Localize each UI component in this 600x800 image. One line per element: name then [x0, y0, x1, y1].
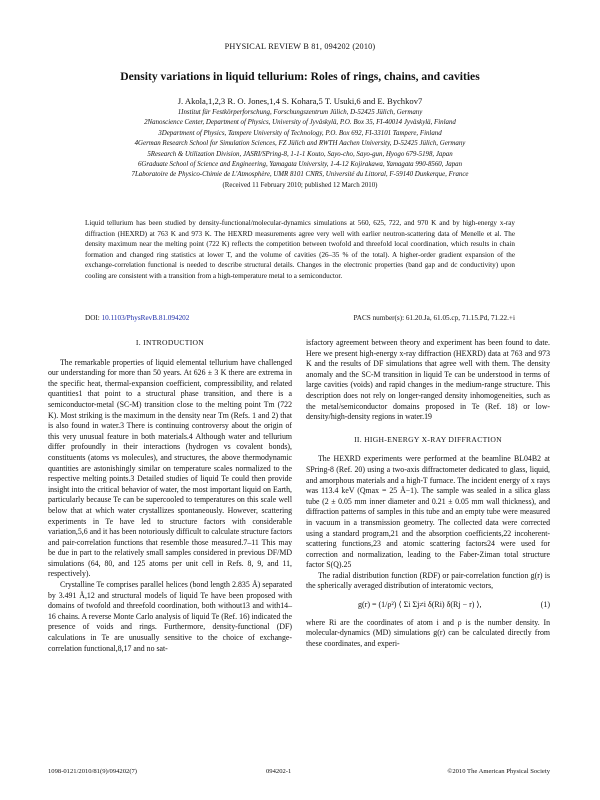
footer-copyright: ©2010 The American Physical Society: [447, 768, 550, 775]
section-heading-introduction: I. INTRODUCTION: [135, 338, 205, 347]
affiliation: 4German Research School for Simulation Sciences, FZ Jülich and RWTH Aachen University, D-52425 Jülich, Germany: [134, 140, 466, 148]
affiliation: 6Graduate School of Science and Engineering, Yamagata University, 1-4-12 Kojirakawa, Yamagata 990-8560, Japan: [137, 161, 463, 169]
affiliation: 5Research & Utilization Division, JASRI/SPring-8, 1-1-1 Kouto, Sayo-cho, Sayo-gun, Hyogo 679-5198, Japan: [147, 150, 453, 158]
received-dates: (Received 11 February 2010; published 12 March 2010): [222, 181, 378, 189]
affiliation: 7Laboratoire de Physico-Chimie de L'Atmosphère, UMR 8101 CNRS, Université du Littoral, F-59140 Dunkerque, France: [131, 171, 469, 179]
section-heading-hexrd: II. HIGH-ENERGY X-RAY DIFFRACTION: [354, 434, 502, 444]
doi-pacs-line: [85, 314, 515, 322]
abstract: Liquid tellurium has been studied by density-functional/molecular-dynamics simulations at 560, 625, 722, and 970 K and by high-energy x-ray diffraction (HEXRD) at 763 K and 973 K. The HEXRD measurements agree very well with earlier neutron-scattering data of Menelle et al. The density maximum near the melting point (722 K) reflects the competition between twofold and threefold local coordination, which results in chain formation and changed ring statistics at lower T, and the volume of cavities (26–35 % of the total). A higher-order gradient expansion of the exchange-correlation functional is needed to describe structural details. Changes in the electronic properties (band gap and dc conductivity) upon cooling are consistent with a transition from a high-temperature metal to a semiconductor.: [85, 219, 515, 280]
left-column: [48, 338, 292, 654]
footer-page-number: 094202-1: [266, 768, 292, 775]
paragraph: where Ri are the coordinates of atom i and ρ is the number density. In molecular-dynamics (MD) simulations g(r) can be calculated directly from these coordinates, and experi-: [306, 617, 550, 648]
paragraph: The remarkable properties of liquid elemental tellurium have challenged our understanding for more than 50 years. At 626 ± 3 K there are extrema in the specific heat, thermal-expansion coefficient, compressibility, and related quantities1 that point to a structural phase transition, and there is a semiconductor-metal (SC-M) transition close to the melting point Tm (722 K). Most striking is the maximum in the density near Tm (Refs. 1 and 2) that is also found in water.3 There is continuing controversy about the origin of this very unusual feature in both materials.4 Although water and tellurium differ profoundly in their interactions (hydrogen vs covalent bonds), constituents (atoms vs molecules), and structures, the above thermodynamic quantities are astonishingly similar on temperature scales normalized to the respective melting points.3 Detailed studies of liquid Te could then provide insight into the critical behavior of water, the most important liquid on Earth, particularly because Te can be supercooled to temperatures on this scale well below that at which water crystallizes spontaneously. However, scattering experiments in Te have led to structure factors with considerable variation,5,6 and it has been notoriously difficult to calculate structure factors and pair-correlation functions that resemble those measured.7–11 This may be due in part to the relatively small samples considered in previous DF/MD simulations (64, 80, and 125 atoms per unit cell in Refs. 8, 9, and 11, respectively).: [48, 357, 292, 579]
pacs-numbers: PACS number(s): 61.20.Ja, 61.05.cp, 71.15.Pd, 71.22.+i: [353, 314, 515, 322]
doi-label: DOI:: [85, 314, 100, 322]
doi-link[interactable]: 10.1103/PhysRevB.81.094202: [101, 314, 190, 322]
right-column: [306, 338, 550, 649]
paragraph: Crystalline Te comprises parallel helices (bond length 2.835 Å) separated by 3.491 Å,12 and structural models of liquid Te have been proposed with domains of twofold and threefold coordination, both without13 and with14–16 chains. A reverse Monte Carlo analysis of liquid Te (Ref. 16) indicated the presence of voids and rings. Furthermore, density-functional (DF) calculations in Te are unusually sensitive to the choice of exchange-correlation functional,8,17 and no sat-: [48, 580, 292, 653]
footer-issn: 1098-0121/2010/81(9)/094202(7): [48, 768, 138, 775]
equation-number: (1): [540, 600, 550, 610]
equation-body: g(r) = (1/ρ²) ⟨ Σi Σj≠i δ(Ri) δ(Rj − r) ⟩,: [358, 600, 482, 610]
affiliation: 3Department of Physics, Tampere University of Technology, P.O. Box 692, FI-33101 Tampere, Finland: [158, 129, 442, 137]
journal-header: PHYSICAL REVIEW B 81, 094202 (2010): [224, 42, 376, 51]
author-list: J. Akola,1,2,3 R. O. Jones,1,4 S. Kohara,5 T. Usuki,6 and E. Bychkov7: [177, 96, 423, 106]
doi: [85, 314, 189, 322]
equation-1: [306, 600, 550, 611]
paragraph: The HEXRD experiments were performed at the beamline BL04B2 at SPring-8 (Ref. 20) using a two-axis diffractometer dedicated to glass, liquid, and amorphous materials and a high-T furnace. The incident energy of x rays was 113.4 keV (Qmax = 25 Å−1). The sample was sealed in a silica glass tube (2 ± 0.05 mm inner diameter and 0.21 ± 0.05 mm wall thickness), and diffraction patterns of samples in this tube and an empty tube were measured in vacuum in a transmission geometry. The collected data were corrected using a standard program,21 and the absorption coefficients,22 incoherent-scattering functions,23 and atomic scattering factors24 were used for correction and normalization, leading to the Faber-Ziman total structure factor S(Q).25: [306, 454, 550, 570]
affiliations: [30, 108, 570, 191]
paragraph: isfactory agreement between theory and experiment has been found to date. Here we present high-energy x-ray diffraction (HEXRD) data at 763 and 973 K and the results of DF simulations that agree well with them. The density anomaly and the SC-M transition in liquid Te can be understood in terms of large cavities (voids) and rapid changes in the medium-range structure. This description does not rely on longer-ranged density inhomogeneities, such as the metal/semiconductor domains proposed in Te (Ref. 18) or low-density/high-density regions in water.19: [306, 338, 550, 422]
affiliation: 1Institut für Festkörperforschung, Forschungszentrum Jülich, D-52425 Jülich, Germany: [177, 109, 423, 116]
affiliation: 2Nanoscience Center, Department of Physics, University of Jyväskylä, P.O. Box 35, FI-40014 Jyväskylä, Finland: [144, 119, 456, 127]
paper-title: Density variations in liquid tellurium: Roles of rings, chains, and cavities: [120, 70, 480, 83]
paragraph: The radial distribution function (RDF) or pair-correlation function g(r) is the spherically averaged distribution of interatomic vectors,: [306, 570, 550, 591]
page-footer: [48, 768, 550, 775]
